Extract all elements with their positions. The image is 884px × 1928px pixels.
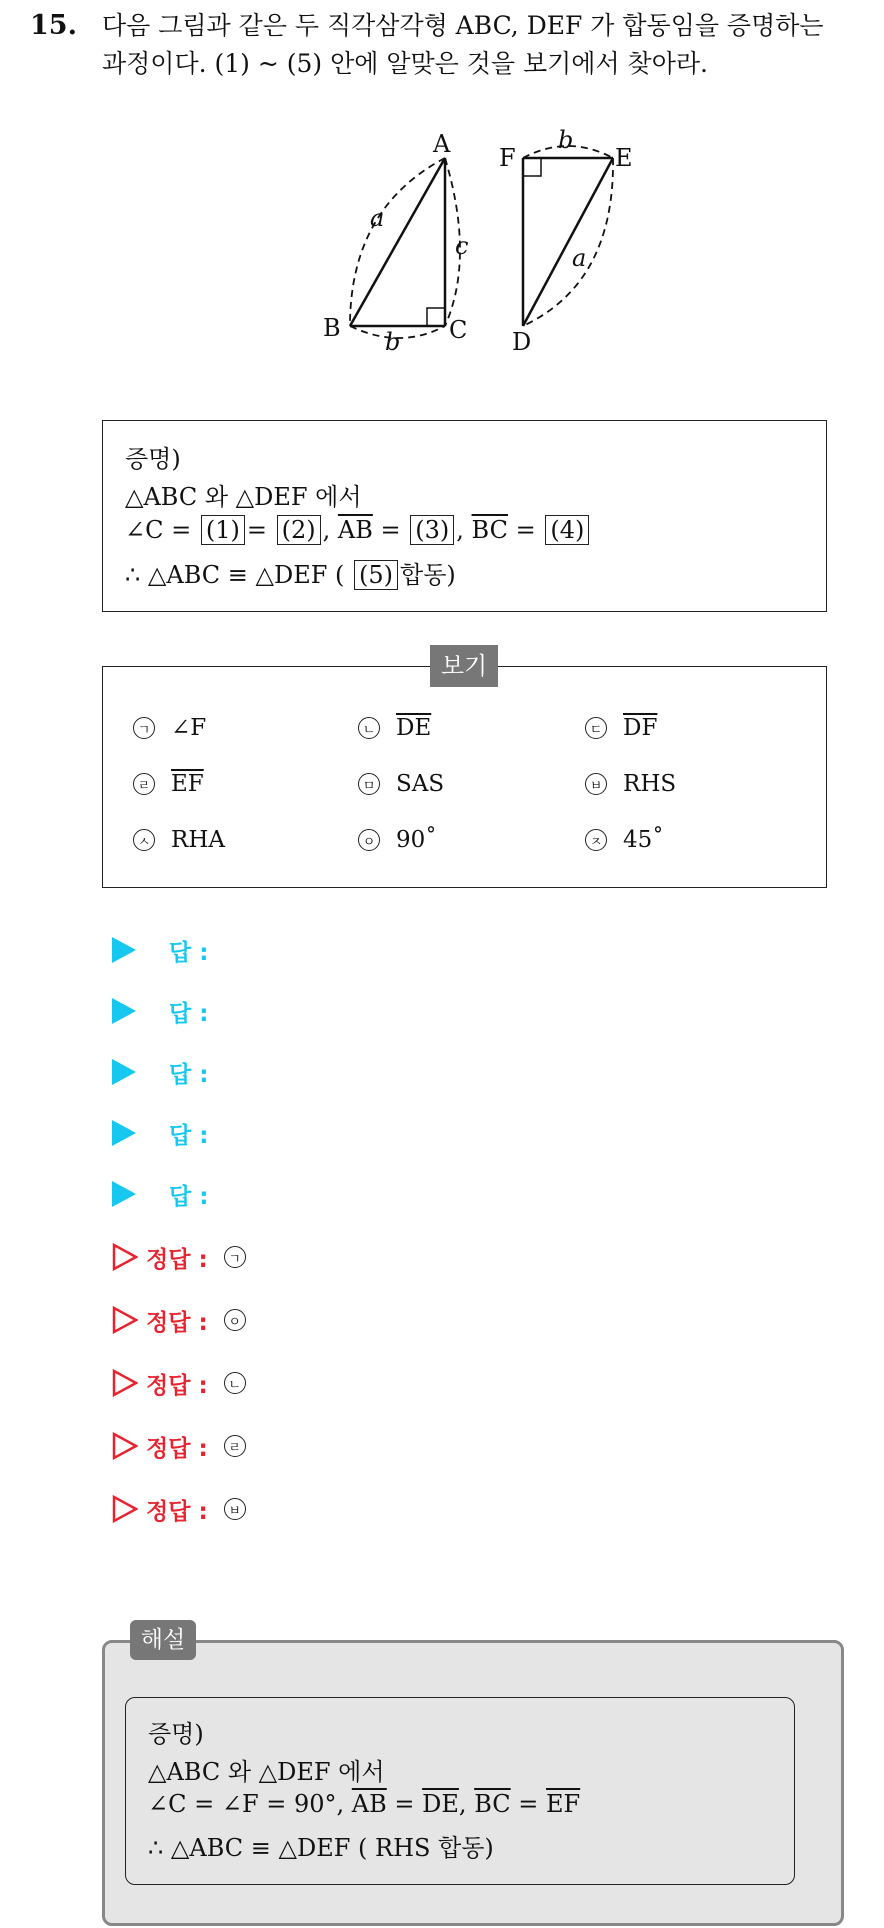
choice-mark: ㅈ <box>585 829 607 851</box>
separator: , <box>456 516 464 544</box>
choice-item <box>133 827 225 853</box>
correct-answer-row <box>112 1489 246 1529</box>
side-ab <box>350 158 445 326</box>
choice-item <box>133 715 206 741</box>
choice-text: ∠F <box>171 715 207 741</box>
proof-line4 <box>125 555 456 590</box>
correct-label: 정답 : <box>146 1498 208 1525</box>
label-b: B <box>323 314 341 342</box>
answer-row[interactable] <box>112 930 208 970</box>
segment-ef: $\overline{EF}$ <box>546 1790 581 1818</box>
correct-value <box>224 1498 246 1520</box>
explanation-line3 <box>148 1790 580 1818</box>
separator: , <box>458 1790 467 1818</box>
correct-mark: ㄱ <box>224 1246 246 1268</box>
choice-mark: ㄴ <box>358 717 380 739</box>
correct-mark: ㄴ <box>224 1372 246 1394</box>
choice-item <box>358 715 431 741</box>
choice-text: $\overline{DE}$ <box>396 715 432 741</box>
angle-equality: ∠C = ∠F = 90°, <box>148 1790 345 1818</box>
choice-item <box>358 827 437 853</box>
side-label-a1: a <box>370 204 385 232</box>
correct-mark: ㄹ <box>224 1435 246 1457</box>
eq-sign: = <box>380 516 401 544</box>
blank-box-4: (4) <box>545 515 589 545</box>
eq-sign: = <box>246 516 267 544</box>
side-ed <box>523 158 613 326</box>
choice-mark: ㄱ <box>133 717 155 739</box>
correct-label: 정답 : <box>146 1435 208 1462</box>
label-e: E <box>615 144 633 172</box>
blank-box-3: (3) <box>410 515 454 545</box>
label-c: C <box>449 316 468 344</box>
correct-label: 정답 : <box>146 1309 208 1336</box>
outline-triangle-icon <box>112 1243 138 1271</box>
right-angle-f <box>523 158 541 176</box>
choice-text: 90˚ <box>396 827 437 853</box>
segment-bc: $\overline{BC}$ <box>471 516 508 544</box>
choice-mark: ㄷ <box>585 717 607 739</box>
choice-mark: ㅂ <box>585 773 607 795</box>
correct-answer-row <box>112 1300 246 1340</box>
answer-label: 답 : <box>169 939 209 966</box>
answer-label: 답 : <box>169 1122 209 1149</box>
proof-line3 <box>125 515 591 545</box>
right-angle-c <box>427 308 445 326</box>
answer-label: 답 : <box>169 1061 209 1088</box>
question-text-line2: 과정이다. (1) ~ (5) 안에 알맞은 것을 보기에서 찾아라. <box>102 49 708 78</box>
play-icon <box>112 937 136 963</box>
explanation-title: 해설 <box>130 1620 196 1660</box>
choice-mark: ㅇ <box>358 829 380 851</box>
choice-text: $\overline{DF}$ <box>623 715 658 741</box>
side-label-b2: b <box>558 126 574 154</box>
choice-mark: ㅅ <box>133 829 155 851</box>
triangles-figure <box>315 118 655 358</box>
correct-value <box>224 1309 246 1331</box>
segment-ab: $\overline{AB}$ <box>337 516 373 544</box>
segment-ab: $\overline{AB}$ <box>351 1790 387 1818</box>
answer-label: 답 : <box>169 1183 209 1210</box>
blank-box-2: (2) <box>277 515 321 545</box>
proof-title: 증명) <box>125 445 181 473</box>
question-number: 15. <box>30 10 77 41</box>
label-f: F <box>499 144 516 172</box>
answer-row[interactable] <box>112 1052 208 1092</box>
answer-row[interactable] <box>112 1113 208 1153</box>
proof-box <box>102 420 827 612</box>
choices-title: 보기 <box>430 645 498 687</box>
choice-item <box>585 827 664 853</box>
explanation-line4: ∴ △ABC ≡ △DEF ( RHS 합동) <box>148 1834 494 1862</box>
play-icon <box>112 1059 136 1085</box>
correct-label: 정답 : <box>146 1372 208 1399</box>
choice-mark: ㅁ <box>358 773 380 795</box>
choice-text: 45˚ <box>623 827 664 853</box>
outline-triangle-icon <box>112 1369 138 1397</box>
choice-item <box>133 771 204 797</box>
eq-sign: = <box>394 1790 415 1818</box>
label-a: A <box>433 130 451 158</box>
segment-bc: $\overline{BC}$ <box>474 1790 511 1818</box>
blank-box-1: (1) <box>201 515 245 545</box>
correct-answer-row <box>112 1426 246 1466</box>
choice-text: RHS <box>623 771 677 797</box>
side-label-c1: c <box>455 232 469 260</box>
proof-line2: △ABC 와 △DEF 에서 <box>125 483 362 511</box>
blank-box-5: (5) <box>354 560 398 590</box>
choice-item <box>585 771 676 797</box>
outline-triangle-icon <box>112 1432 138 1460</box>
correct-answer-row <box>112 1363 246 1403</box>
correct-value <box>224 1435 246 1457</box>
congruence-suffix: 합동) <box>400 561 456 589</box>
choice-text: SAS <box>396 771 445 797</box>
choice-item <box>358 771 444 797</box>
explanation-line1: 증명) <box>148 1720 204 1748</box>
choice-item <box>585 715 657 741</box>
therefore-text: ∴ △ABC ≡ △DEF ( <box>125 561 345 589</box>
play-icon <box>112 998 136 1024</box>
correct-value <box>224 1246 246 1268</box>
question-text-line1: 다음 그림과 같은 두 직각삼각형 ABC, DEF 가 합동임을 증명하는 <box>102 11 824 40</box>
answer-label: 답 : <box>169 1000 209 1027</box>
explanation-line2: △ABC 와 △DEF 에서 <box>148 1758 385 1786</box>
choice-mark: ㄹ <box>133 773 155 795</box>
explanation-proof-box <box>125 1697 795 1885</box>
correct-mark: ㅂ <box>224 1498 246 1520</box>
answer-row[interactable] <box>112 991 208 1031</box>
eq-sign: = <box>518 1790 539 1818</box>
outline-triangle-icon <box>112 1306 138 1334</box>
play-icon <box>112 1120 136 1146</box>
correct-answer-row <box>112 1237 246 1277</box>
choice-text: $\overline{EF}$ <box>171 771 204 797</box>
correct-value <box>224 1372 246 1394</box>
side-label-b1: b <box>385 328 401 356</box>
label-d: D <box>512 328 532 356</box>
choices-box <box>102 666 827 888</box>
play-icon <box>112 1181 136 1207</box>
separator: , <box>322 516 331 544</box>
choice-text: RHA <box>171 827 225 853</box>
eq-sign: = <box>515 516 536 544</box>
segment-de: $\overline{DE}$ <box>422 1790 459 1818</box>
correct-label: 정답 : <box>146 1246 208 1273</box>
outline-triangle-icon <box>112 1495 138 1523</box>
angle-c-text: ∠C = <box>125 516 192 544</box>
answer-row[interactable] <box>112 1174 208 1214</box>
side-label-a2: a <box>572 244 587 272</box>
correct-mark: ㅇ <box>224 1309 246 1331</box>
